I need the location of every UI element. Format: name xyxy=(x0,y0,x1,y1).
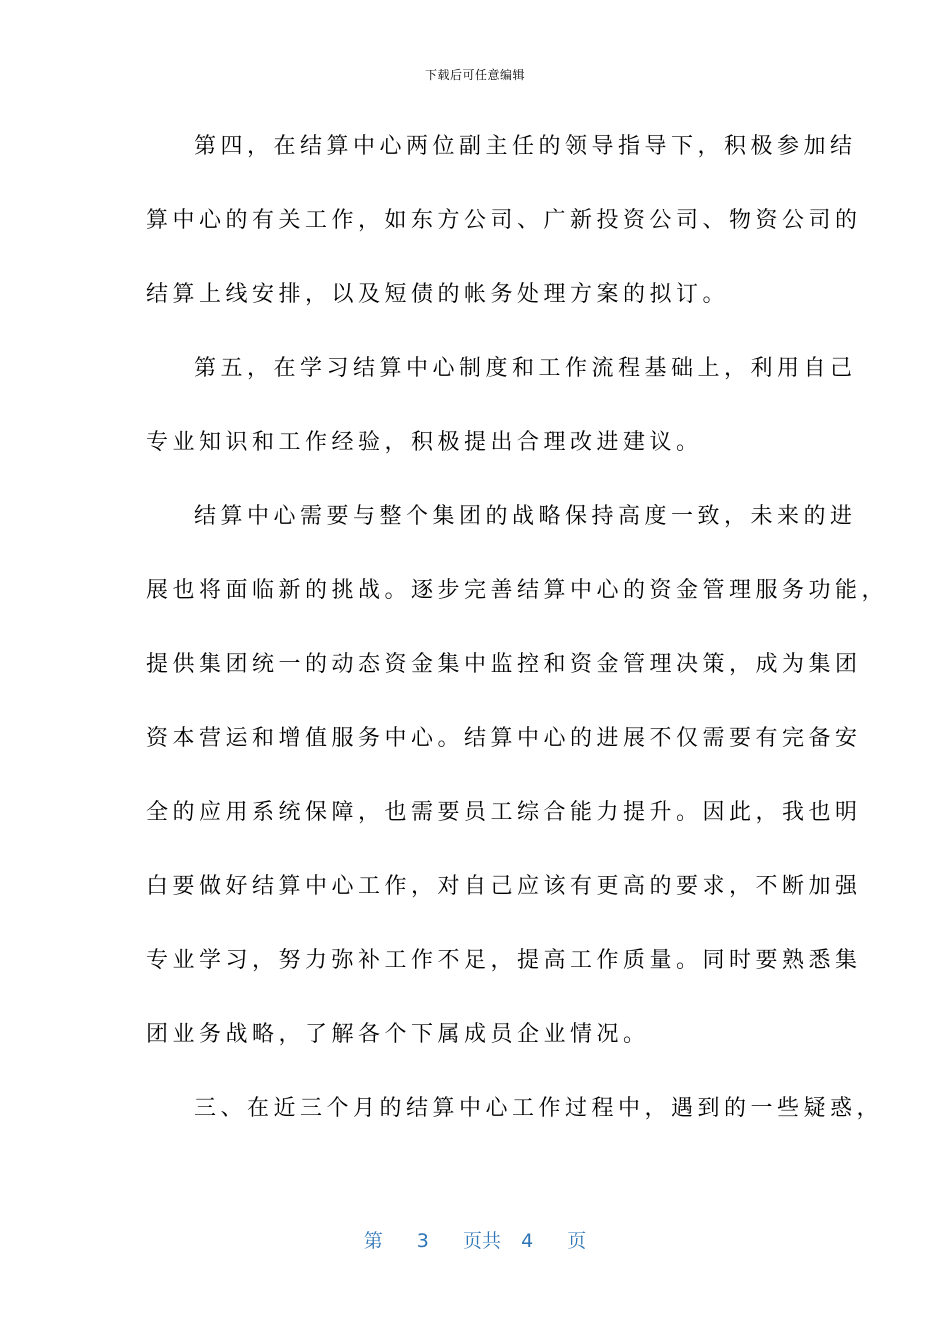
paragraph-line: 资本营运和增值服务中心。结算中心的进展不仅需要有完备安 xyxy=(146,726,862,751)
paragraph-line: 专业知识和工作经验，积极提出合理改进建议。 xyxy=(146,430,703,455)
paragraph-line: 团业务战略，了解各个下属成员企业情况。 xyxy=(146,1022,650,1047)
page-label-suffix: 页 xyxy=(567,1230,587,1252)
current-page-number: 3 xyxy=(416,1230,429,1252)
paragraph-line: 展也将面临新的挑战。逐步完善结算中心的资金管理服务功能， xyxy=(146,578,889,603)
total-pages-number: 4 xyxy=(521,1230,534,1252)
paragraph-line: 三、在近三个月的结算中心工作过程中，遇到的一些疑惑， xyxy=(194,1096,884,1121)
paragraph-line: 提供集团统一的动态资金集中监控和资金管理决策，成为集团 xyxy=(146,652,862,677)
paragraph-line: 第五，在学习结算中心制度和工作流程基础上，利用自己 xyxy=(194,356,857,381)
paragraph-line: 白要做好结算中心工作，对自己应该有更高的要求，不断加强 xyxy=(146,874,862,899)
header-note: 下载后可任意编辑 xyxy=(424,68,525,82)
page-label-prefix: 第 xyxy=(363,1230,383,1252)
page-footer xyxy=(0,1226,950,1253)
paragraph-line: 结算上线安排，以及短债的帐务处理方案的拟订。 xyxy=(146,282,730,307)
page-label-mid: 页共 xyxy=(462,1230,501,1252)
paragraph-line: 结算中心需要与整个集团的战略保持高度一致，未来的进 xyxy=(194,504,857,529)
paragraph-line: 算中心的有关工作，如东方公司、广新投资公司、物资公司的 xyxy=(146,208,862,233)
paragraph-line: 第四，在结算中心两位副主任的领导指导下，积极参加结 xyxy=(194,134,857,159)
body-text xyxy=(146,132,889,1168)
paragraph-line: 专业学习，努力弥补工作不足，提高工作质量。同时要熟悉集 xyxy=(146,948,862,973)
paragraph-line: 全的应用系统保障，也需要员工综合能力提升。因此，我也明 xyxy=(146,800,862,825)
